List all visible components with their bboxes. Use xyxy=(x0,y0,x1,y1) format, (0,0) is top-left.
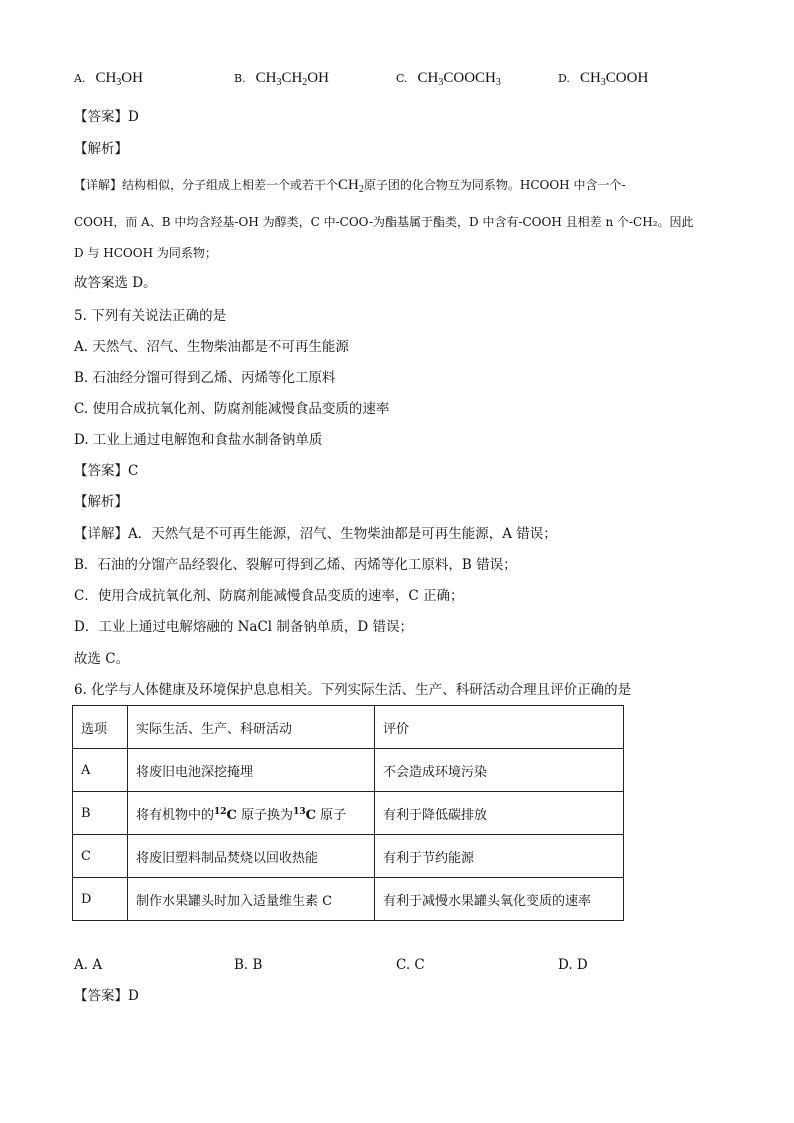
table-cell-option: A xyxy=(73,749,128,792)
formula-ch2: $CH_2$ xyxy=(338,177,364,195)
table-cell-activity: 将废旧塑料制品焚烧以回收热能 xyxy=(128,835,375,878)
table-row xyxy=(73,792,624,835)
formula-ch3oh: $CH_3OH$ xyxy=(95,70,143,88)
table-header-cell: 实际生活、生产、科研活动 xyxy=(128,706,375,749)
table-cell-activity: 制作水果罐头时加入适量维生素 C xyxy=(128,878,375,921)
q6-option-d: D. D xyxy=(558,957,588,973)
table-cell-option: B xyxy=(73,792,128,835)
q4-detail-line-4: 故答案选 D。 xyxy=(74,275,157,291)
table-cell-evaluation: 有利于节约能源 xyxy=(375,835,624,878)
q5-answer: 【答案】C xyxy=(74,463,139,479)
table-header-cell: 选项 xyxy=(73,706,128,749)
formula-ch3ch2oh: $CH_3CH_2OH$ xyxy=(255,70,329,88)
table-cell-option: C xyxy=(73,835,128,878)
q6-stem: 6. 化学与人体健康及环境保护息息相关。下列实际生活、生产、科研活动合理且评价正确的是 xyxy=(74,682,632,698)
formula-ch3cooh: $CH_3COOH$ xyxy=(579,70,649,88)
q5-stem: 5. 下列有关说法正确的是 xyxy=(74,308,227,324)
q5-option-a: A. 天然气、沼气、生物柴油都是不可再生能源 xyxy=(74,339,349,355)
q4-detail-line-1: 【详解】结构相似，分子组成上相差一个或若干个$CH_2$原子团的化合物互为同系物。HCOOH 中含一个- xyxy=(74,177,626,195)
table-cell-evaluation: 有利于减慢水果罐头氧化变质的速率 xyxy=(375,878,624,921)
q4-analysis-heading: 【解析】 xyxy=(74,141,128,157)
q5-conclusion: 故选 C。 xyxy=(74,651,130,667)
q6-answer: 【答案】D xyxy=(74,988,139,1004)
q4-option-c: C. $CH_3COOCH_3$ xyxy=(396,70,501,88)
table-row xyxy=(73,835,624,878)
q6-option-a: A. A xyxy=(74,957,103,973)
table-row xyxy=(73,749,624,792)
q4-option-a: A. $CH_3OH$ xyxy=(74,70,143,88)
q5-analysis-heading: 【解析】 xyxy=(74,494,128,510)
table-header-row xyxy=(73,706,624,749)
q5-option-b: B. 石油经分馏可得到乙烯、丙烯等化工原料 xyxy=(74,370,336,386)
q5-detail-2: B．石油的分馏产品经裂化、裂解可得到乙烯、丙烯等化工原料，B 错误； xyxy=(74,557,517,573)
q6-option-b: B. B xyxy=(234,957,263,973)
q4-answer: 【答案】D xyxy=(74,109,139,125)
table-cell-activity: 将废旧电池深挖掩埋 xyxy=(128,749,375,792)
q5-detail-3: C．使用合成抗氧化剂、防腐剂能减慢食品变质的速率，C 正确； xyxy=(74,588,464,604)
formula-ch3cooch3: $CH_3COOCH_3$ xyxy=(417,70,501,88)
q5-detail-4: D．工业上通过电解熔融的 NaCl 制备钠单质，D 错误； xyxy=(74,619,414,635)
table-header-cell: 评价 xyxy=(375,706,624,749)
q4-option-d: D. $CH_3COOH$ xyxy=(558,70,649,88)
table-cell-activity: 将有机物中的$^{12}$C 原子换为$^{13}$C 原子 xyxy=(128,792,375,835)
q4-option-b: B. $CH_3CH_2OH$ xyxy=(234,70,329,88)
q6-option-c: C. C xyxy=(396,957,425,973)
table-cell-evaluation: 有利于降低碳排放 xyxy=(375,792,624,835)
q6-table xyxy=(72,705,624,921)
table-cell-option: D xyxy=(73,878,128,921)
q5-detail-1: 【详解】A．天然气是不可再生能源，沼气、生物柴油都是可再生能源，A 错误； xyxy=(74,526,557,542)
q4-detail-line-3: D 与 HCOOH 为同系物； xyxy=(74,246,217,260)
q4-detail-line-2: COOH，而 A、B 中均含羟基-OH 为醇类，C 中-COO-为酯基属于酯类，D 中含有-COOH 且相差 n 个-CH₂。因此 xyxy=(74,215,694,229)
table-row xyxy=(73,878,624,921)
q5-option-c: C. 使用合成抗氧化剂、防腐剂能减慢食品变质的速率 xyxy=(74,401,390,417)
table-cell-evaluation: 不会造成环境污染 xyxy=(375,749,624,792)
q5-option-d: D. 工业上通过电解饱和食盐水制备钠单质 xyxy=(74,432,323,448)
